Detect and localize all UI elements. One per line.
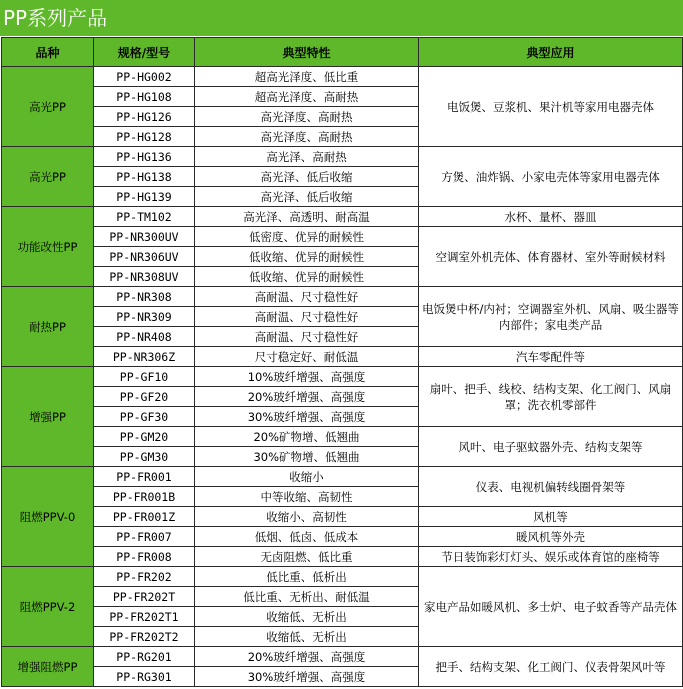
features-cell: 高光泽、高透明、耐高温 <box>195 207 419 227</box>
features-cell: 低比重、无析出、耐低温 <box>195 587 419 607</box>
spec-cell: PP-FR008 <box>94 547 195 567</box>
spec-cell: PP-NR308 <box>94 287 195 307</box>
category-cell: 增强阻燃PP <box>2 647 94 687</box>
spec-cell: PP-FR001B <box>94 487 195 507</box>
spec-cell: PP-FR202T2 <box>94 627 195 647</box>
table-row <box>2 147 683 167</box>
product-table <box>1 37 683 687</box>
features-cell: 高光泽度、高耐热 <box>195 107 419 127</box>
features-cell: 高耐温、尺寸稳性好 <box>195 327 419 347</box>
applications-cell: 节日装饰彩灯灯头、娱乐或体育馆的座椅等 <box>419 547 683 567</box>
features-cell: 高耐温、尺寸稳性好 <box>195 307 419 327</box>
table-row <box>2 547 683 567</box>
spec-cell: PP-HG136 <box>94 147 195 167</box>
features-cell: 收缩小 <box>195 467 419 487</box>
features-cell: 30%玻纤增强、高强度 <box>195 667 419 687</box>
category-cell: 耐热PP <box>2 287 94 367</box>
applications-cell: 方煲、油炸锅、小家电壳体等家用电器壳体 <box>419 147 683 207</box>
table-row <box>2 287 683 307</box>
features-cell: 10%玻纤增强、高强度 <box>195 367 419 387</box>
features-cell: 高耐温、尺寸稳性好 <box>195 287 419 307</box>
features-cell: 超高光泽度、高耐热 <box>195 87 419 107</box>
table-row <box>2 567 683 587</box>
spec-cell: PP-FR202T1 <box>94 607 195 627</box>
features-cell: 收缩低、无析出 <box>195 607 419 627</box>
features-cell: 收缩低、无析出 <box>195 627 419 647</box>
features-cell: 高光泽、高耐热 <box>195 147 419 167</box>
features-cell: 高光泽、低后收缩 <box>195 187 419 207</box>
spec-cell: PP-FR202 <box>94 567 195 587</box>
category-cell: 增强PP <box>2 367 94 467</box>
features-cell: 20%玻纤增强、高强度 <box>195 647 419 667</box>
spec-cell: PP-FR001Z <box>94 507 195 527</box>
header-spec: 规格/型号 <box>94 38 195 67</box>
features-cell: 低收缩、优异的耐候性 <box>195 267 419 287</box>
spec-cell: PP-FR001 <box>94 467 195 487</box>
applications-cell: 水杯、量杯、器皿 <box>419 207 683 227</box>
title-bar <box>0 0 683 36</box>
spec-cell: PP-NR306Z <box>94 347 195 367</box>
table-row <box>2 647 683 667</box>
features-cell: 低比重、低析出 <box>195 567 419 587</box>
spec-cell: PP-GM30 <box>94 447 195 467</box>
applications-cell: 暖风机等外壳 <box>419 527 683 547</box>
features-cell: 低烟、低卤、低成本 <box>195 527 419 547</box>
features-cell: 30%矿物增、低翘曲 <box>195 447 419 467</box>
table-body <box>2 67 683 687</box>
features-cell: 30%玻纤增强、高强度 <box>195 407 419 427</box>
applications-cell: 风叶、电子驱蚊器外壳、结构支架等 <box>419 427 683 467</box>
applications-cell: 把手、结构支架、化工阀门、仪表骨架风叶等 <box>419 647 683 687</box>
header-features: 典型特性 <box>195 38 419 67</box>
table-row <box>2 527 683 547</box>
features-cell: 无卤阻燃、低比重 <box>195 547 419 567</box>
spec-cell: PP-NR408 <box>94 327 195 347</box>
features-cell: 低收缩、优异的耐候性 <box>195 247 419 267</box>
spec-cell: PP-HG128 <box>94 127 195 147</box>
applications-cell: 仪表、电视机偏转线圈骨架等 <box>419 467 683 507</box>
spec-cell: PP-HG126 <box>94 107 195 127</box>
features-cell: 高光泽度、高耐热 <box>195 127 419 147</box>
spec-cell: PP-GM20 <box>94 427 195 447</box>
table-row <box>2 207 683 227</box>
table-row <box>2 467 683 487</box>
table-row <box>2 347 683 367</box>
spec-cell: PP-FR007 <box>94 527 195 547</box>
spec-cell: PP-RG201 <box>94 647 195 667</box>
table-row <box>2 227 683 247</box>
table-row <box>2 367 683 387</box>
features-cell: 收缩小、高韧性 <box>195 507 419 527</box>
spec-cell: PP-GF30 <box>94 407 195 427</box>
spec-cell: PP-NR308UV <box>94 267 195 287</box>
features-cell: 超高光泽度、低比重 <box>195 67 419 87</box>
spec-cell: PP-HG139 <box>94 187 195 207</box>
category-cell: 高光PP <box>2 147 94 207</box>
applications-cell: 电饭煲中杯/内衬；空调器室外机、风扇、吸尘器等内部件；家电类产品 <box>419 287 683 347</box>
table-row <box>2 67 683 87</box>
spec-cell: PP-NR306UV <box>94 247 195 267</box>
applications-cell: 空调室外机壳体、体育器材、室外等耐候材料 <box>419 227 683 287</box>
spec-cell: PP-FR202T <box>94 587 195 607</box>
spec-cell: PP-RG301 <box>94 667 195 687</box>
spec-cell: PP-HG138 <box>94 167 195 187</box>
applications-cell: 扇叶、把手、线校、结构支架、化工阀门、风扇罩；洗衣机零部件 <box>419 367 683 427</box>
spec-cell: PP-TM102 <box>94 207 195 227</box>
features-cell: 尺寸稳定好、耐低温 <box>195 347 419 367</box>
spec-cell: PP-GF10 <box>94 367 195 387</box>
features-cell: 20%矿物增、低翘曲 <box>195 427 419 447</box>
features-cell: 20%玻纤增强、高强度 <box>195 387 419 407</box>
features-cell: 高光泽、低后收缩 <box>195 167 419 187</box>
table-row <box>2 427 683 447</box>
applications-cell: 风机等 <box>419 507 683 527</box>
features-cell: 低密度、优异的耐候性 <box>195 227 419 247</box>
applications-cell: 家电产品如暖风机、多士炉、电子蚊香等产品壳体 <box>419 567 683 647</box>
header-row <box>2 38 683 67</box>
page-title: PP系列产品 <box>3 6 108 30</box>
applications-cell: 汽车零配件等 <box>419 347 683 367</box>
category-cell: 阻燃PPV-2 <box>2 567 94 647</box>
header-category: 品种 <box>2 38 94 67</box>
applications-cell: 电饭煲、豆浆机、果汁机等家用电器壳体 <box>419 67 683 147</box>
table-row <box>2 507 683 527</box>
spec-cell: PP-NR300UV <box>94 227 195 247</box>
category-cell: 高光PP <box>2 67 94 147</box>
spec-cell: PP-HG002 <box>94 67 195 87</box>
category-cell: 功能改性PP <box>2 207 94 287</box>
header-applications: 典型应用 <box>419 38 683 67</box>
spec-cell: PP-NR309 <box>94 307 195 327</box>
spec-cell: PP-HG108 <box>94 87 195 107</box>
features-cell: 中等收缩、高韧性 <box>195 487 419 507</box>
spec-cell: PP-GF20 <box>94 387 195 407</box>
category-cell: 阻燃PPV-0 <box>2 467 94 567</box>
